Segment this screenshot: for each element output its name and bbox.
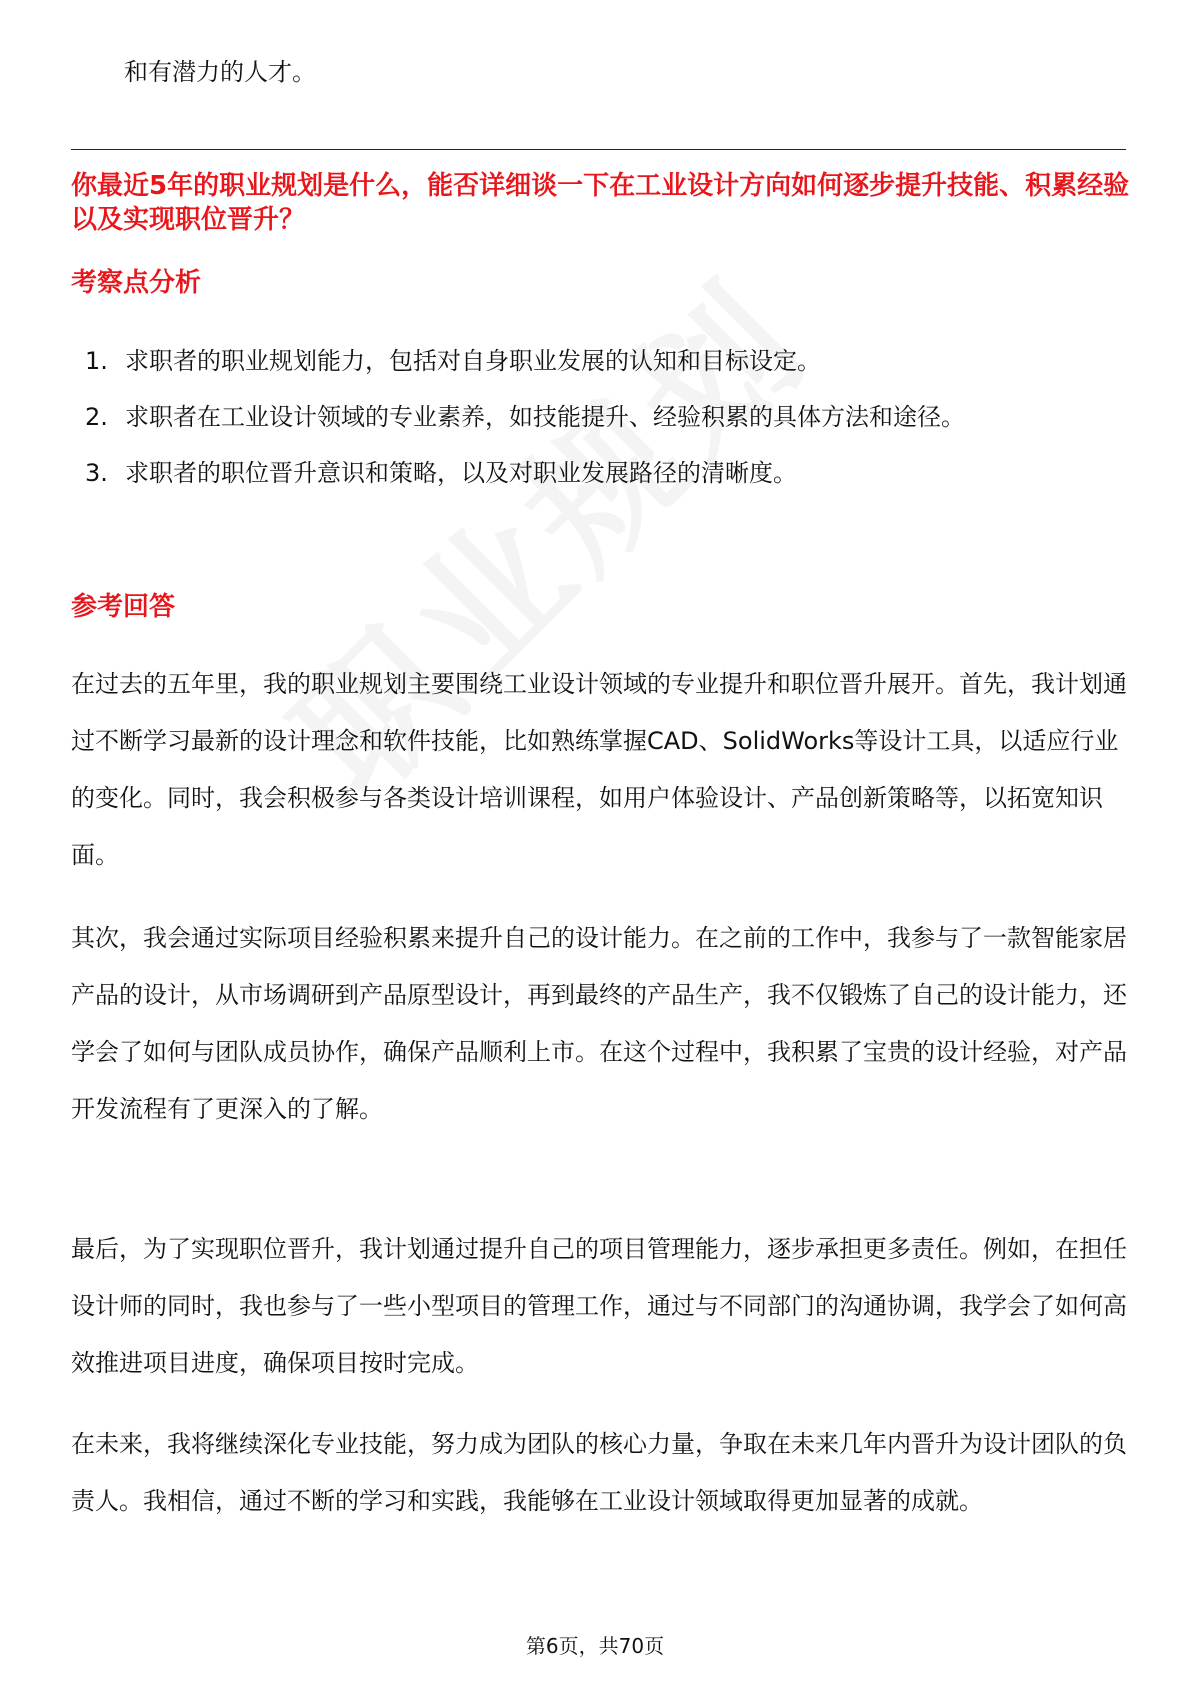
answer-paragraph-4: 在未来，我将继续深化专业技能，努力成为团队的核心力量，争取在未来几年内晋升为设计团队的负责人。我相信，通过不断的学习和实践，我能够在工业设计领域取得更加显著的成就。 xyxy=(71,1430,1127,1515)
section-divider xyxy=(71,149,1126,150)
list-item-text: 求职者的职位晋升意识和策略，以及对职业发展路径的清晰度。 xyxy=(125,459,797,487)
page-number-footer: 第6页，共70页 xyxy=(525,1634,665,1658)
list-number: 2. xyxy=(85,403,108,431)
analysis-list xyxy=(71,333,1131,501)
answer-section-title: 参考回答 xyxy=(71,592,176,622)
analysis-section-title: 考察点分析 xyxy=(71,268,202,298)
continuation-text: 和有潜力的人才。 xyxy=(124,58,316,86)
answer-paragraph-1: 在过去的五年里，我的职业规划主要围绕工业设计领域的专业提升和职位晋升展开。首先，我计划通过不断学习最新的设计理念和软件技能，比如熟练掌握CAD、SolidWorks等设计工具，以适应行业的变化。同时，我会积极参与各类设计培训课程，如用户体验设计、产品创新策略等，以拓宽知识面。 xyxy=(71,670,1127,869)
list-item-text: 求职者在工业设计领域的专业素养，如技能提升、经验积累的具体方法和途径。 xyxy=(125,403,965,431)
question-heading: 你最近5年的职业规划是什么，能否详细谈一下在工业设计方向如何逐步提升技能、积累经验以及实现职位晋升？ xyxy=(71,171,1130,235)
analysis-item-3 xyxy=(71,445,1131,501)
analysis-item-2 xyxy=(71,389,1131,445)
list-number: 1. xyxy=(85,347,108,375)
list-item-text: 求职者的职业规划能力，包括对自身职业发展的认知和目标设定。 xyxy=(125,347,821,375)
answer-paragraph-3: 最后，为了实现职位晋升，我计划通过提升自己的项目管理能力，逐步承担更多责任。例如，在担任设计师的同时，我也参与了一些小型项目的管理工作，通过与不同部门的沟通协调，我学会了如何高效推进项目进度，确保项目按时完成。 xyxy=(71,1235,1127,1377)
analysis-item-1 xyxy=(71,333,1131,389)
list-number: 3. xyxy=(85,459,108,487)
answer-paragraph-2: 其次，我会通过实际项目经验积累来提升自己的设计能力。在之前的工作中，我参与了一款智能家居产品的设计，从市场调研到产品原型设计，再到最终的产品生产，我不仅锻炼了自己的设计能力，还学会了如何与团队成员协作，确保产品顺利上市。在这个过程中，我积累了宝贵的设计经验，对产品开发流程有了更深入的了解。 xyxy=(71,924,1127,1123)
